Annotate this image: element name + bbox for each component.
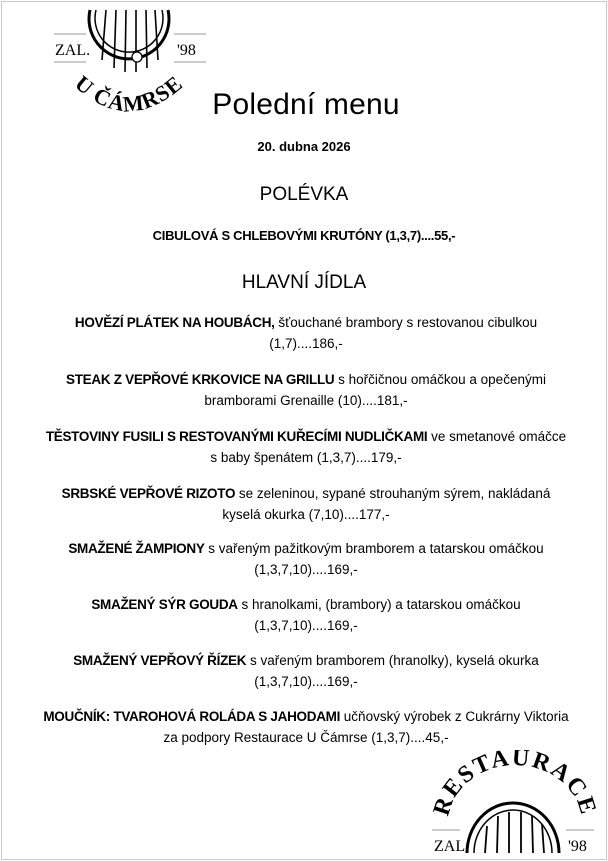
- dish-description: s vařeným bramborem (hranolky), kyselá okurka (1,3,7,10)....169,-: [246, 653, 539, 689]
- logo-bottom-left-label: ZAL.: [434, 838, 470, 855]
- soup-item: CIBULOVÁ S CHLEBOVÝMI KRUTÓNY (1,3,7)....55,-: [152, 228, 456, 243]
- dish-item: [42, 538, 570, 580]
- soup-heading: POLÉVKA: [259, 184, 349, 205]
- dish-item: [42, 312, 570, 354]
- dish-description: učňovský výrobek z Cukrárny Viktoria za podpory Restaurace U Čámrse (1,3,7)....45,-: [163, 709, 569, 745]
- menu-page: [1, 1, 607, 860]
- dish-description: ve smetanové omáčce s baby špenátem (1,3,7)....179,-: [210, 429, 567, 465]
- main-dishes-heading: HLAVNÍ JÍDLA: [241, 272, 367, 293]
- dish-name: SMAŽENÝ SÝR GOUDA: [91, 597, 238, 612]
- dish-item: [42, 706, 570, 748]
- dish-name: SMAŽENÉ ŽAMPIONY: [68, 541, 205, 556]
- logo-top-right-label: '98: [177, 42, 196, 59]
- restaurant-logo-bottom: [432, 750, 602, 855]
- dish-description: se zeleninou, sypané strouhaným sýrem, nakládaná kyselá okurka (7,10)....177,-: [222, 486, 551, 522]
- dish-description: šťouchané brambory s restovanou cibulkou (1,7)....186,-: [269, 315, 538, 351]
- dish-name: SMAŽENÝ VEPŘOVÝ ŘÍZEK: [73, 653, 247, 668]
- barrel-icon: [432, 750, 602, 855]
- page-title: Polední menu: [212, 88, 400, 121]
- dish-name: HOVĚZÍ PLÁTEK NA HOUBÁCH,: [74, 315, 275, 330]
- dish-item: [42, 594, 570, 636]
- dish-item: [42, 426, 570, 468]
- dish-description: s hořčičnou omáčkou a opečenými bramborami Grenaille (10)....181,-: [204, 372, 546, 408]
- logo-top-left-label: ZAL.: [55, 42, 91, 59]
- dish-item: [42, 483, 570, 525]
- dish-name: MOUČNÍK: TVAROHOVÁ ROLÁDA S JAHODAMI: [43, 709, 341, 724]
- dish-name: TĚSTOVINY FUSILI S RESTOVANÝMI KUŘECÍMI NUDLIČKAMI: [45, 429, 428, 444]
- menu-date: 20. dubna 2026: [257, 139, 351, 154]
- dish-description: s vařeným pažitkovým bramborem a tatarskou omáčkou (1,3,7,10)....169,-: [204, 541, 544, 577]
- dish-item: [42, 650, 570, 692]
- logo-bottom-arc-label: ESTAURACE: [438, 750, 602, 819]
- dish-item: [42, 369, 570, 411]
- logo-top-name: U ČÁMRSE: [70, 70, 188, 117]
- dish-description: s hranolkami, (brambory) a tatarskou omáčkou (1,3,7,10)....169,-: [237, 597, 521, 633]
- dish-name: STEAK Z VEPŘOVÉ KRKOVICE NA GRILLU: [66, 372, 335, 387]
- dish-name: SRBSKÉ VEPŘOVÉ RIZOTO: [61, 486, 236, 501]
- logo-bottom-right-label: '98: [568, 838, 587, 855]
